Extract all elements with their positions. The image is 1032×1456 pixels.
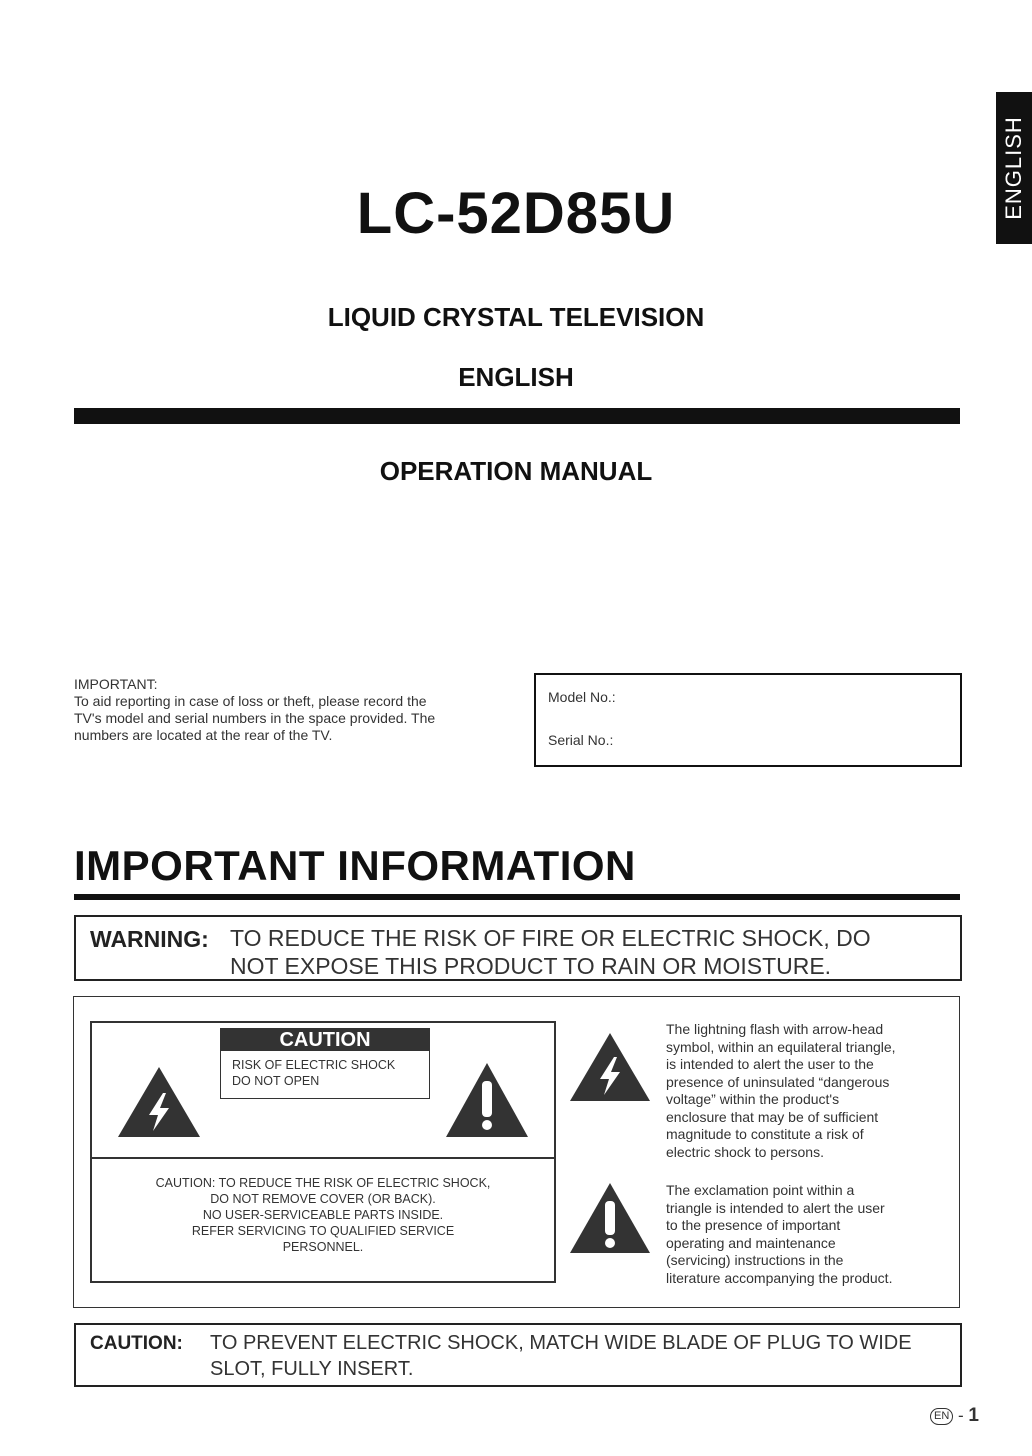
description-line: The lightning flash with arrow-head: [666, 1021, 884, 1037]
important-note-line: To aid reporting in case of loss or theft, please record the: [74, 693, 427, 709]
panel-divider: [92, 1157, 554, 1159]
section-title: IMPORTANT INFORMATION: [74, 842, 636, 889]
warning-heading: WARNING:: [90, 926, 209, 952]
safety-symbols-box: [73, 996, 960, 1308]
plug-caution-box: [74, 1323, 962, 1387]
description-line: literature accompanying the product.: [666, 1269, 893, 1286]
warning-text-line: NOT EXPOSE THIS PRODUCT TO RAIN OR MOISTURE.: [230, 953, 832, 979]
caution-label-line: RISK OF ELECTRIC SHOCK: [232, 1058, 396, 1072]
header-divider: [74, 408, 960, 424]
description-line: voltage” within the product's: [666, 1091, 840, 1107]
caution-text-line: TO PREVENT ELECTRIC SHOCK, MATCH WIDE BLADE OF PLUG TO WIDE: [210, 1332, 912, 1354]
serial-no-label: Serial No.:: [548, 732, 614, 748]
model-serial-record-box: [534, 673, 962, 767]
description-line: electric shock to persons.: [666, 1143, 824, 1160]
important-note-line: numbers are located at the rear of the TV.: [74, 727, 333, 743]
language-heading: ENGLISH: [458, 362, 574, 392]
page-separator: -: [958, 1406, 964, 1425]
lightning-triangle-icon: [116, 1065, 202, 1139]
description-line: to the presence of important: [666, 1217, 841, 1233]
important-note-line: TV's model and serial numbers in the space provided. The: [74, 710, 436, 726]
warning-box: [74, 915, 962, 981]
caution-label-panel: [90, 1021, 556, 1283]
lightning-triangle-icon: [568, 1031, 652, 1103]
description-line: magnitude to constitute a risk of: [666, 1126, 864, 1142]
page-number: [930, 1405, 979, 1427]
description-line: symbol, within an equilateral triangle,: [666, 1038, 896, 1055]
description-line: triangle is intended to alert the user: [666, 1199, 885, 1216]
caution-banner: CAUTION: [221, 1029, 429, 1051]
lightning-symbol-description: [666, 1021, 946, 1161]
caution-instruction-line: DO NOT REMOVE COVER (OR BACK).: [210, 1192, 436, 1206]
caution-label-line: DO NOT OPEN: [232, 1074, 320, 1088]
language-tab-label: ENGLISH: [1001, 116, 1026, 220]
caution-instruction-line: PERSONNEL.: [282, 1240, 364, 1254]
important-note: [74, 676, 494, 744]
model-no-label: Model No.:: [548, 689, 616, 705]
caution-text-line: SLOT, FULLY INSERT.: [210, 1358, 414, 1380]
model-number-title: LC-52D85U: [356, 181, 676, 246]
manual-type: OPERATION MANUAL: [379, 456, 653, 486]
caution-heading: CAUTION:: [90, 1333, 183, 1354]
page-number-value: 1: [968, 1405, 979, 1426]
description-line: operating and maintenance: [666, 1234, 836, 1251]
description-line: The exclamation point within a: [666, 1182, 855, 1198]
exclamation-symbol-description: [666, 1182, 946, 1287]
caution-instruction-line: NO USER-SERVICEABLE PARTS INSIDE.: [202, 1208, 444, 1222]
caution-instructions: [92, 1175, 554, 1255]
warning-text-line: TO REDUCE THE RISK OF FIRE OR ELECTRIC SHOCK, DO: [230, 925, 871, 951]
section-divider: [74, 894, 960, 900]
caution-instruction-line: CAUTION: TO REDUCE THE RISK OF ELECTRIC SHOCK,: [155, 1176, 491, 1190]
product-type: LIQUID CRYSTAL TELEVISION: [327, 302, 705, 332]
language-code-badge: EN: [930, 1408, 953, 1425]
important-note-heading: IMPORTANT:: [74, 676, 158, 692]
exclamation-triangle-icon: [568, 1181, 652, 1255]
exclamation-triangle-icon: [444, 1061, 530, 1139]
description-line: is intended to alert the user to the: [666, 1056, 874, 1072]
description-line: enclosure that may be of sufficient: [666, 1108, 879, 1125]
description-line: (servicing) instructions in the: [666, 1252, 844, 1268]
caution-instruction-line: REFER SERVICING TO QUALIFIED SERVICE: [191, 1224, 455, 1238]
caution-label: [220, 1028, 430, 1099]
description-line: presence of uninsulated “dangerous: [666, 1073, 890, 1090]
